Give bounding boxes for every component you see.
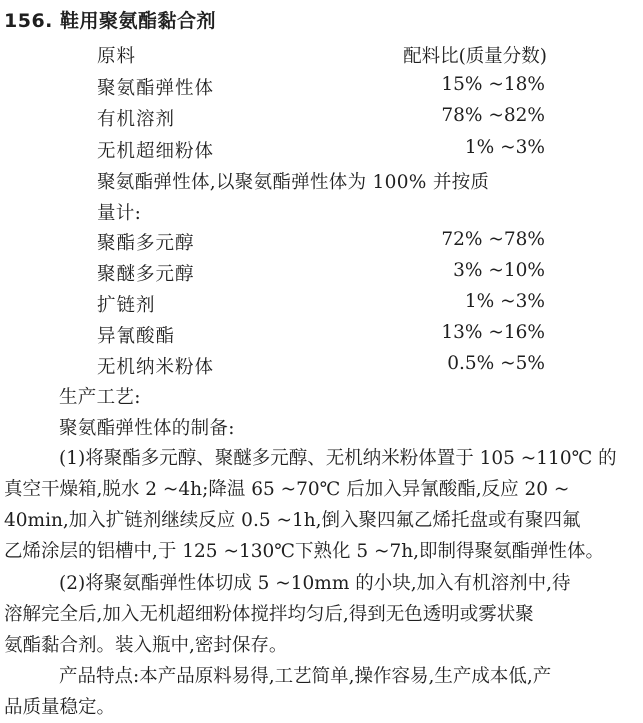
step1-line: (1)将聚酯多元醇、聚醚多元醇、无机纳米粉体置于 105 ~110℃ 的	[59, 448, 617, 469]
basis-note-line1: 聚氨酯弹性体,以聚氨酯弹性体为 100% 并按质	[97, 172, 490, 193]
ingredient-ratio: 3% ~10%	[453, 260, 545, 281]
step1-line: 真空干燥箱,脱水 2 ~4h;降温 65 ~70℃ 后加入异氰酸酯,反应 20 ~	[4, 479, 570, 500]
step1-line: 40min,加入扩链剂继续反应 0.5 ~1h,倒入聚四氟乙烯托盘或有聚四氟	[4, 510, 581, 531]
ingredient-name: 有机溶剂	[97, 109, 176, 130]
ingredient-name: 无机纳米粉体	[97, 357, 215, 378]
ingredient-name: 异氰酸酯	[97, 326, 176, 347]
features-paragraph	[4, 661, 634, 723]
ingredient-row	[97, 260, 545, 290]
step1-line: 乙烯涂层的铝槽中,于 125 ~130℃下熟化 5 ~7h,即制得聚氨酯弹性体。	[4, 541, 605, 562]
ingredient-row	[97, 229, 545, 259]
table-header	[97, 42, 547, 72]
step1-paragraph	[4, 443, 634, 567]
features-line: 品质量稳定。	[4, 697, 116, 718]
prep-heading: 聚氨酯弹性体的制备:	[59, 418, 235, 439]
header-ratio: 配料比(质量分数)	[403, 46, 547, 67]
ingredient-ratio: 1% ~3%	[464, 137, 545, 158]
step2-line: 溶解完全后,加入无机超细粉体搅拌均匀后,得到无色透明或雾状聚	[4, 604, 534, 625]
ingredient-row	[97, 353, 545, 383]
ingredient-ratio: 1% ~3%	[464, 291, 545, 312]
header-material: 原料	[97, 46, 137, 67]
process-heading: 生产工艺:	[59, 387, 141, 408]
ingredient-ratio: 13% ~16%	[441, 322, 545, 343]
ingredient-ratio: 78% ~82%	[441, 105, 545, 126]
ingredient-name: 聚酯多元醇	[97, 233, 195, 254]
ingredient-row	[97, 322, 545, 352]
basis-note-line2: 量计:	[97, 203, 142, 224]
features-line: 产品特点:本产品原料易得,工艺简单,操作容易,生产成本低,产	[59, 666, 552, 687]
recipe-title: 156. 鞋用聚氨酯黏合剂	[4, 10, 216, 32]
ingredient-name: 无机超细粉体	[97, 141, 215, 162]
step2-line: (2)将聚氨酯弹性体切成 5 ~10mm 的小块,加入有机溶剂中,待	[59, 573, 571, 594]
ingredient-row	[97, 137, 545, 167]
ingredient-name: 聚醚多元醇	[97, 264, 195, 285]
ingredient-ratio: 72% ~78%	[441, 229, 545, 250]
ingredient-row	[97, 105, 545, 135]
ingredient-name: 扩链剂	[97, 295, 156, 316]
step2-paragraph	[4, 568, 634, 661]
ingredient-ratio: 15% ~18%	[441, 74, 545, 95]
ingredient-row	[97, 291, 545, 321]
step2-line: 氨酯黏合剂。装入瓶中,密封保存。	[4, 635, 288, 656]
ingredient-row	[97, 74, 545, 104]
ingredient-name: 聚氨酯弹性体	[97, 78, 215, 99]
ingredient-ratio: 0.5% ~5%	[447, 353, 545, 374]
